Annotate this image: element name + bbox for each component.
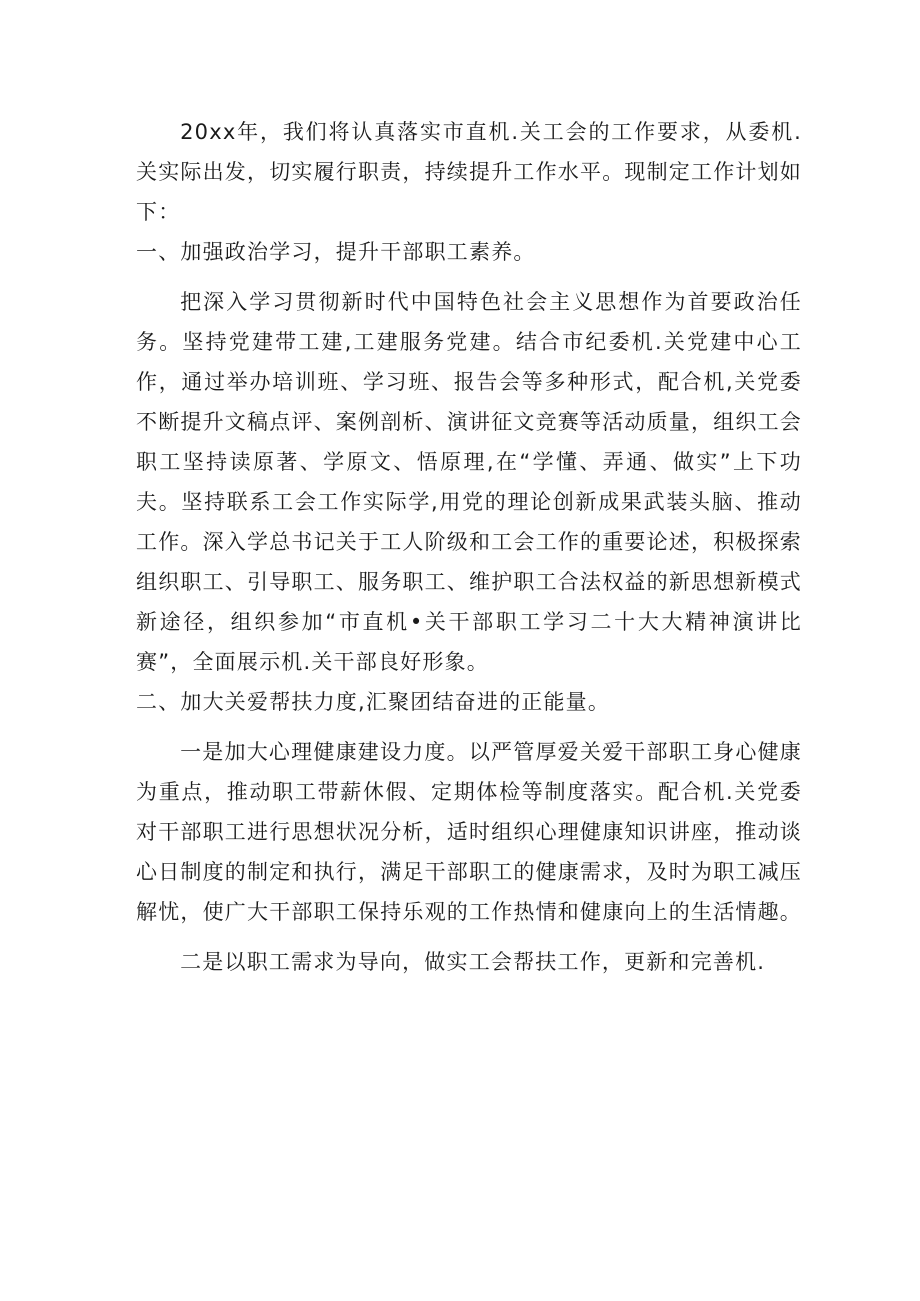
intro-paragraph: 20xx年，我们将认真落实市直机.关工会的工作要求，从委机.关实际出发，切实履行职责，持续提升工作水平。现制定工作计划如下： [136, 120, 802, 224]
section-2-point-1-paragraph: 一是加大心理健康建设力度。以严管厚爱关爱干部职工身心健康为重点，推动职工带薪休假、定期体检等制度落实。配合机.关党委对干部职工进行思想状况分析，适时组织心理健康知识讲座，推动谈心日制度的制定和执行，满足干部职工的健康需求，及时为职工减压解忧，使广大干部职工保持乐观的工作热情和健康向上的生活情趣。 [136, 740, 802, 924]
section-2-point-2-paragraph: 二是以职工需求为导向，做实工会帮扶工作，更新和完善机. [180, 950, 766, 974]
section-1-heading: 一、加强政治学习，提升干部职工素养。 [136, 240, 536, 264]
document-body [136, 112, 802, 982]
section-1-paragraph: 把深入学习贯彻新时代中国特色社会主义思想作为首要政治任务。坚持党建带工建,工建服务党建。结合市纪委机.关党建中心工作，通过举办培训班、学习班、报告会等多种形式，配合机,关党委不断提升文稿点评、案例剖析、演讲征文竞赛等活动质量，组织工会职工坚持读原著、学原文、悟原理,在“学懂、弄通、做实”上下功夫。坚持联系工会工作实际学,用党的理论创新成果武装头脑、推动工作。深入学总书记关于工人阶级和工会工作的重要论述，积极探索组织职工、引导职工、服务职工、维护职工合法权益的新思想新模式新途径，组织参加“市直机•关干部职工学习二十大大精神演讲比赛”，全面展示机.关干部良好形象。 [136, 290, 802, 674]
section-2-heading: 二、加大关爱帮扶力度,汇聚团结奋进的正能量。 [136, 690, 611, 714]
